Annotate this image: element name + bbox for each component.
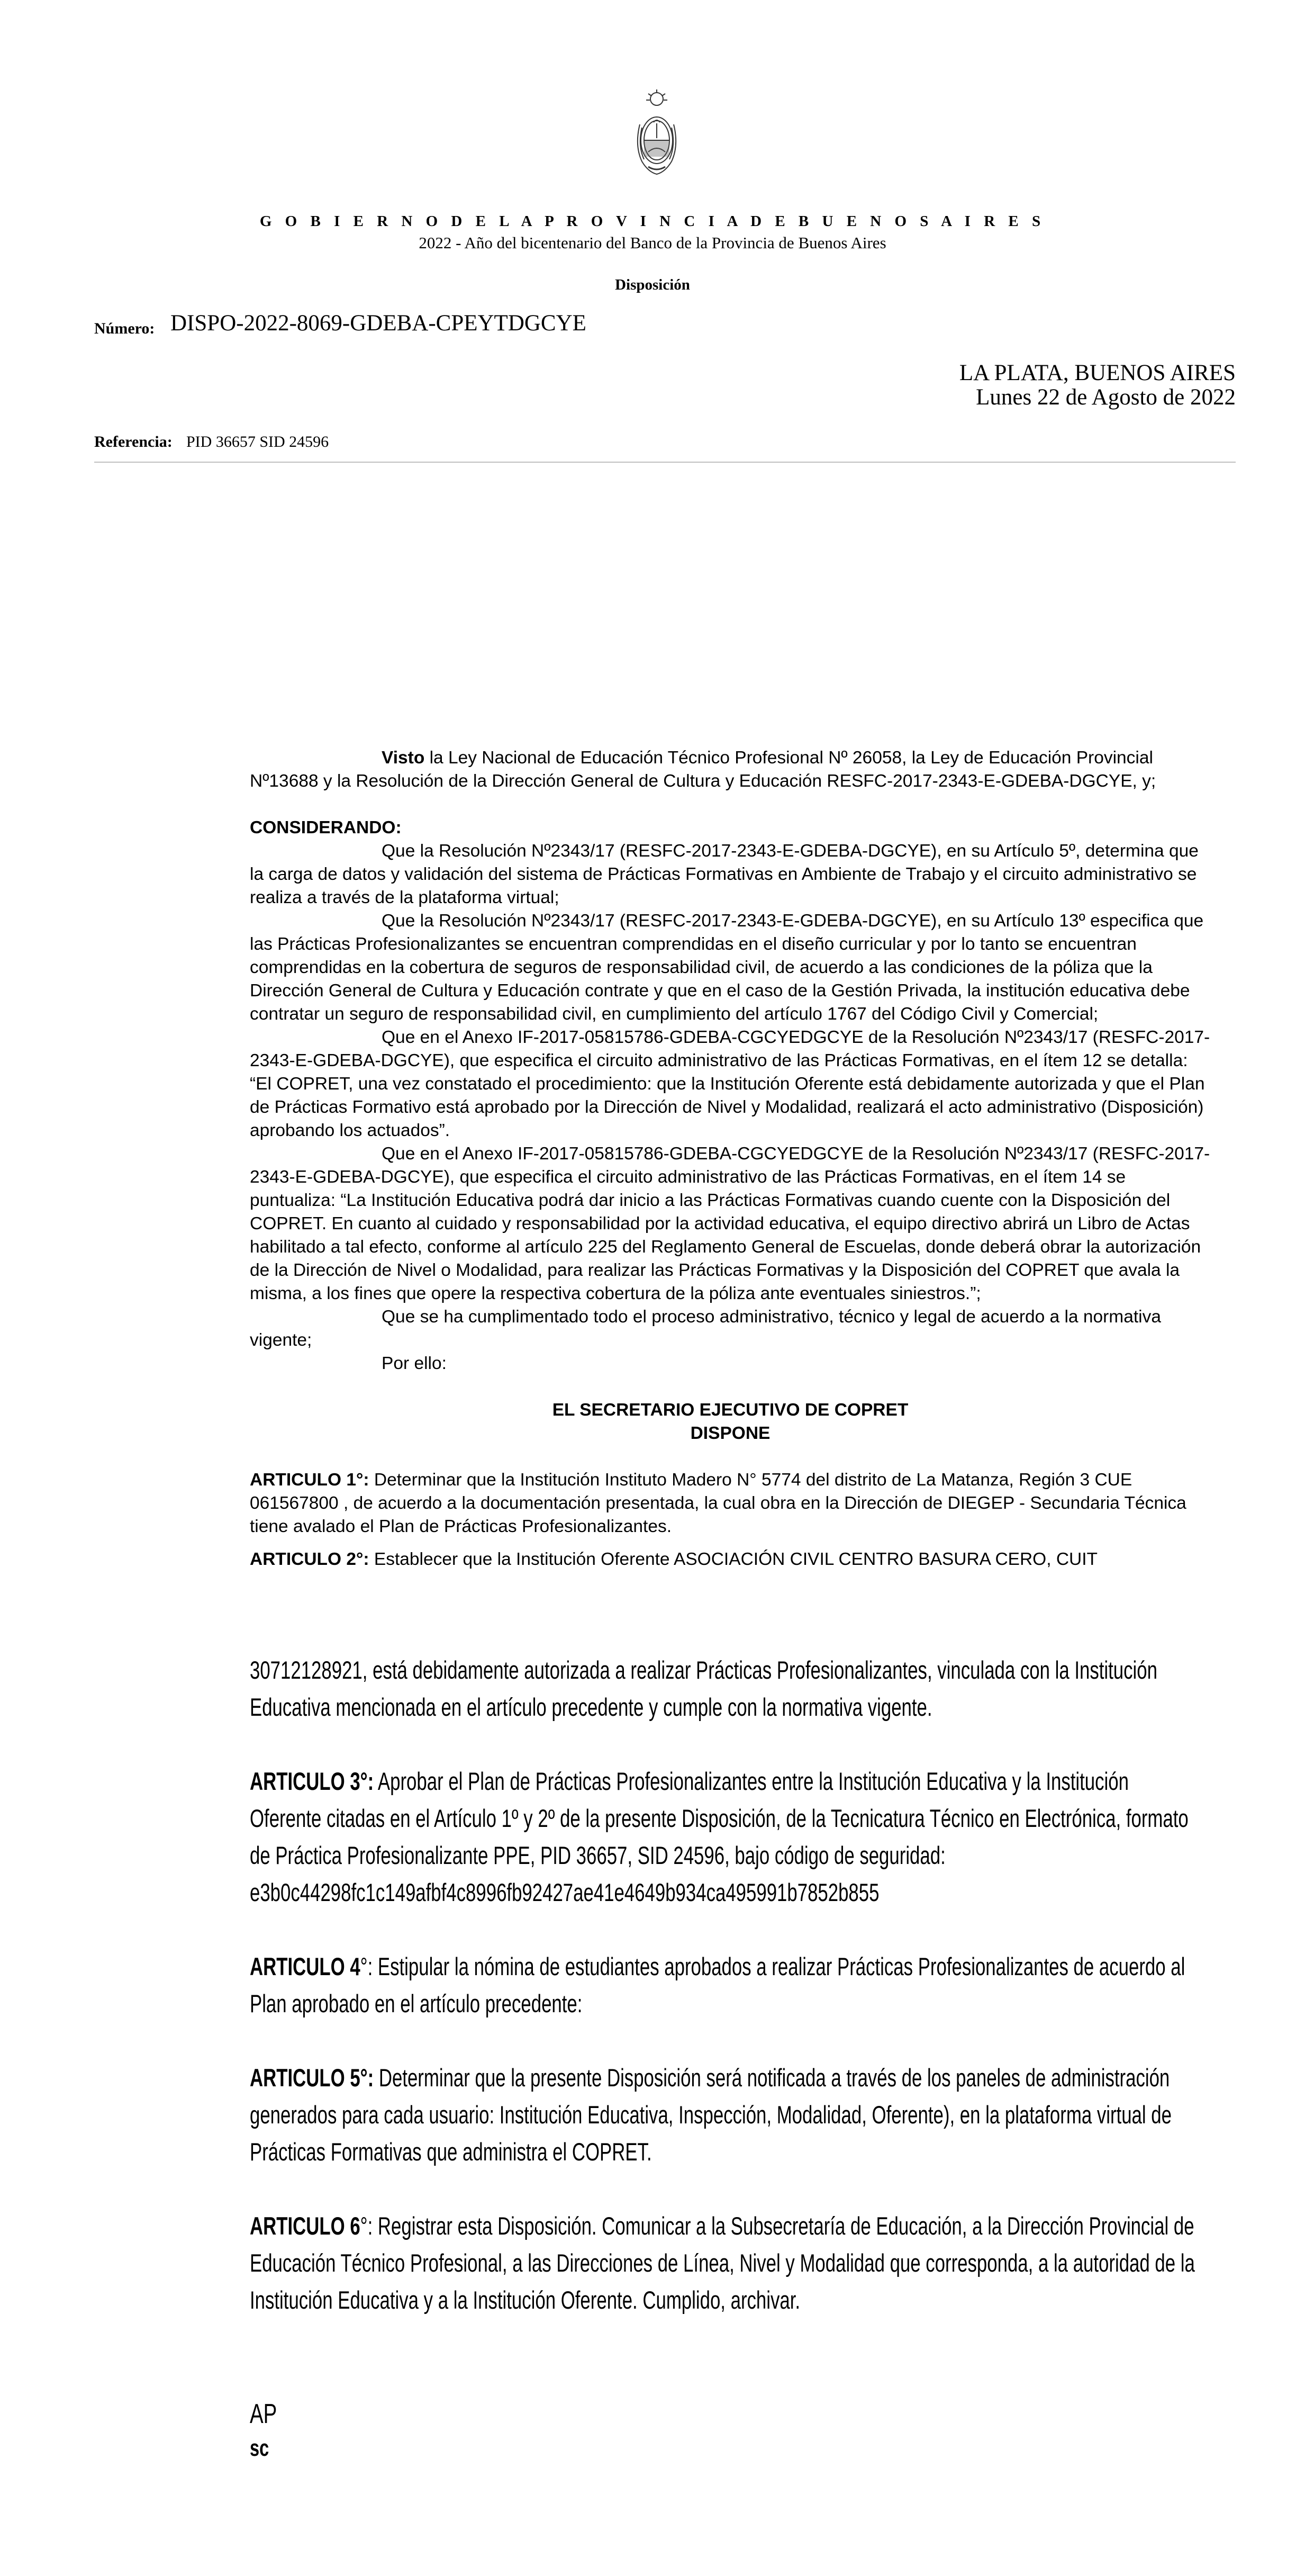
numero-label: Número:: [94, 320, 155, 337]
numero-value: DISPO-2022-8069-GDEBA-CPEYTDGCYE: [170, 311, 586, 336]
visto-paragraph: [250, 746, 1211, 793]
secretario-line: EL SECRETARIO EJECUTIVO DE COPRET: [552, 1400, 909, 1420]
articulo-1-text: Determinar que la Institución Instituto Madero N° 5774 del distrito de La Matanza, Región 3 CUE 061567800 , de acuerdo a la documentación presentada, la cual obra en la Dirección de DIEGEP - Secundaria Técnica tiene avalado el Plan de Prácticas Profesionalizantes.: [250, 1470, 1186, 1536]
articles-lower: [250, 1652, 1211, 2319]
articulo-3-label: ARTICULO 3°:: [250, 1767, 374, 1795]
dispone-line: DISPONE: [690, 1424, 771, 1443]
articulo-3-text: Aprobar el Plan de Prácticas Profesionalizantes entre la Institución Educativa y la Institución: [374, 1767, 1129, 1795]
articulo-6-line: Institución Educativa y a la Institución Oferente. Cumplido, archivar.: [250, 2286, 801, 2314]
government-title: G O B I E R N O D E L A P R O V I N C I A D E B U E N O S A I R E S: [259, 213, 1046, 230]
visto-text: la Ley Nacional de Educación Técnico Profesional Nº 26058, la Ley de Educación Provincial Nº13688 y la Resolución de la Dirección General de Cultura y Educación RESFC-2017-2343-E-GDEBA-DGCYE, y;: [250, 748, 1156, 791]
coat-of-arms-seal: [632, 87, 681, 178]
header-divider: [94, 462, 1236, 463]
articulo-5-text: Determinar que la presente Disposición será notificada a través de los paneles de administración: [374, 2064, 1170, 2092]
security-code: e3b0c44298fc1c149afbf4c8996fb92427ae41e4649b934ca495991b7852b855: [250, 1878, 880, 1906]
initials-ap: AP: [250, 2399, 277, 2429]
articulo-6-line: [250, 2208, 1194, 2245]
year-motto: 2022 - Año del bicentenario del Banco de la Provincia de Buenos Aires: [419, 233, 886, 252]
por-ello: Por ello:: [382, 1354, 447, 1373]
articulo-1-label: ARTICULO 1°:: [250, 1470, 369, 1490]
articulo-5-label: ARTICULO 5°:: [250, 2064, 374, 2092]
considerando-paragraph: Que en el Anexo IF-2017-05815786-GDEBA-CGCYEDGCYE de la Resolución Nº2343/17 (RESFC-2017-2343-E-GDEBA-DGCYE), que especifica el circuito administrativo de las Prácticas Formativas, en el ítem 12 se detalla: “El COPRET, una vez constatado el procedimiento: que la Institución Oferente está debidamente autorizada y que el Plan de Prácticas Formativo está aprobado por la Dirección de Nivel y Modalidad, realizará el acto administrativo (Disposición) aprobando los actuados”.: [250, 1028, 1210, 1140]
articulo-3-line: [250, 1763, 1129, 1800]
articulo-1: [250, 1469, 1211, 1538]
considerando-paragraph: Que se ha cumplimentado todo el proceso administrativo, técnico y legal de acuerdo a la normativa vigente;: [250, 1307, 1161, 1350]
articulo-4-line: [250, 1948, 1185, 1985]
referencia-value: PID 36657 SID 24596: [186, 433, 329, 451]
articulo-4-line: Plan aprobado en el artículo precedente:: [250, 1989, 583, 2017]
referencia-label: Referencia:: [94, 433, 173, 451]
articulo-2-label: ARTICULO 2°:: [250, 1550, 369, 1569]
document-body: [250, 746, 1211, 1571]
articulo-3-line: de Práctica Profesionalizante PPE, PID 36657, SID 24596, bajo código de seguridad:: [250, 1841, 946, 1869]
articulo-3-line: Oferente citadas en el Artículo 1º y 2º de la presente Disposición, de la Tecnicatura Técnico en Electrónica, formato: [250, 1804, 1189, 1832]
articulo-4-text: °: Estipular la nómina de estudiantes aprobados a realizar Prácticas Profesionalizantes de acuerdo al: [360, 1952, 1185, 1980]
articulo-4-label: ARTICULO 4: [250, 1952, 360, 1980]
place: LA PLATA, BUENOS AIRES: [959, 361, 1236, 385]
considerando-paragraph: Que en el Anexo IF-2017-05815786-GDEBA-CGCYEDGCYE de la Resolución Nº2343/17 (RESFC-2017-2343-E-GDEBA-DGCYE), que especifica el circuito administrativo de las Prácticas Formativas, en el ítem 14 se puntualiza: “La Institución Educativa podrá dar inicio a las Prácticas Formativas cuando cuente con la Disposición del COPRET. En cuanto al cuidado y responsabilidad por la actividad educativa, el equipo directivo abrirá un Libro de Actas habilitado a tal efecto, conforme al artículo 225 del Reglamento General de Escuelas, donde deberá obrar la autorización de la Dirección de Nivel o Modalidad, para realizar las Prácticas Formativas y la Disposición del COPRET que avala la misma, a los fines que opere la respectiva cobertura de la póliza ante eventuales siniestros.”;: [250, 1144, 1210, 1303]
initials-block: [250, 2398, 286, 2462]
articulo-2: [250, 1548, 1211, 1571]
initials-sc: sc: [250, 2435, 269, 2461]
articulo-2-line: 30712128921, está debidamente autorizada a realizar Prácticas Profesionalizantes, vinculada con la Institución: [250, 1656, 1157, 1684]
considerando-paragraph: Que la Resolución Nº2343/17 (RESFC-2017-2343-E-GDEBA-DGCYE), en su Artículo 5º, determina que la carga de datos y validación del sistema de Prácticas Formativas en Ambiente de Trabajo y el circuito administrativo se realiza a través de la plataforma virtual;: [250, 841, 1199, 907]
articulo-6-line: Educación Técnico Profesional, a las Direcciones de Línea, Nivel y Modalidad que corresponda, a la autoridad de la: [250, 2249, 1195, 2277]
considerando-heading: CONSIDERANDO:: [250, 818, 402, 837]
date: Lunes 22 de Agosto de 2022: [976, 385, 1236, 410]
articulo-6-label: ARTICULO 6: [250, 2212, 360, 2240]
visto-word: Visto: [382, 748, 425, 768]
articulo-2-line: Educativa mencionada en el artículo precedente y cumple con la normativa vigente.: [250, 1693, 932, 1721]
articulo-6-text: °: Registrar esta Disposición. Comunicar a la Subsecretaría de Educación, a la Dirección Provincial de: [360, 2212, 1194, 2240]
articulo-2-text: Establecer que la Institución Oferente ASOCIACIÓN CIVIL CENTRO BASURA CERO, CUIT: [369, 1550, 1098, 1569]
dispone-heading: [250, 1399, 1211, 1445]
articulo-5-line: [250, 2059, 1170, 2096]
considerando-paragraph: Que la Resolución Nº2343/17 (RESFC-2017-2343-E-GDEBA-DGCYE), en su Artículo 13º especifica que las Prácticas Profesionalizantes se encuentran comprendidas en el diseño curricular y por lo tanto se encuentran comprendidas en la cobertura de seguros de responsabilidad civil, de acuerdo a las condiciones de la póliza que la Dirección General de Cultura y Educación contrate y que en el caso de la Gestión Privada, la institución educativa debe contratar un seguro de responsabilidad civil, en cumplimiento del artículo 1767 del Código Civil y Comercial;: [250, 911, 1204, 1024]
document-type: Disposición: [615, 276, 690, 293]
articulo-5-line: Prácticas Formativas que administra el COPRET.: [250, 2138, 652, 2166]
articulo-5-line: generados para cada usuario: Institución Educativa, Inspección, Modalidad, Oferente), en la plataforma virtual de: [250, 2101, 1172, 2129]
